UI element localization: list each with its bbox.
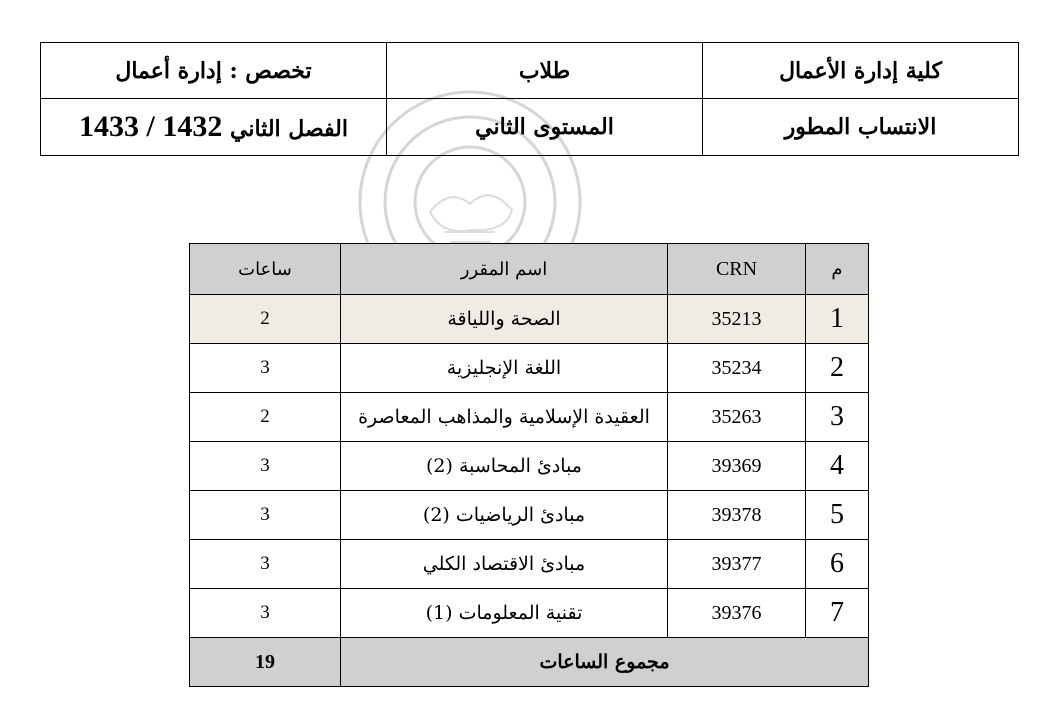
table-row	[190, 491, 869, 540]
row-crn: 35263	[668, 393, 806, 442]
column-header-hours: ساعات	[190, 244, 341, 295]
row-hours: 3	[190, 442, 341, 491]
row-course-name: الصحة واللياقة	[341, 295, 668, 344]
column-header-name: اسم المقرر	[341, 244, 668, 295]
row-crn: 35234	[668, 344, 806, 393]
year-separator: /	[146, 110, 155, 143]
table-row	[190, 393, 869, 442]
column-header-crn: CRN	[668, 244, 806, 295]
level-label: المستوى الثاني	[387, 99, 703, 156]
total-row	[190, 638, 869, 687]
row-crn: 39378	[668, 491, 806, 540]
table-row	[190, 295, 869, 344]
row-index: 4	[806, 442, 869, 491]
students-label: طلاب	[387, 43, 703, 99]
table-row	[190, 589, 869, 638]
row-index: 7	[806, 589, 869, 638]
program-name: الانتساب المطور	[703, 99, 1019, 156]
semester-label: الفصل الثاني	[230, 116, 348, 142]
header-table	[40, 42, 1019, 156]
semester-cell	[41, 99, 387, 156]
table-row	[190, 344, 869, 393]
row-index: 3	[806, 393, 869, 442]
row-course-name: تقنية المعلومات (1)	[341, 589, 668, 638]
table-row	[190, 442, 869, 491]
row-hours: 3	[190, 589, 341, 638]
academic-year	[79, 110, 222, 143]
row-hours: 3	[190, 491, 341, 540]
year-end: 1433	[79, 110, 139, 143]
row-course-name: مبادئ الاقتصاد الكلي	[341, 540, 668, 589]
major-label: تخصص : إدارة أعمال	[41, 43, 387, 99]
row-course-name: مبادئ الرياضيات (2)	[341, 491, 668, 540]
row-hours: 3	[190, 540, 341, 589]
row-crn: 39376	[668, 589, 806, 638]
total-label: مجموع الساعات	[341, 638, 869, 687]
column-header-index: م	[806, 244, 869, 295]
row-crn: 35213	[668, 295, 806, 344]
row-hours: 3	[190, 344, 341, 393]
row-hours: 2	[190, 393, 341, 442]
college-name: كلية إدارة الأعمال	[703, 43, 1019, 99]
table-header-row	[190, 244, 869, 295]
row-crn: 39377	[668, 540, 806, 589]
row-index: 6	[806, 540, 869, 589]
row-course-name: العقيدة الإسلامية والمذاهب المعاصرة	[341, 393, 668, 442]
table-row	[190, 540, 869, 589]
row-course-name: مبادئ المحاسبة (2)	[341, 442, 668, 491]
courses-table	[189, 243, 869, 687]
row-index: 2	[806, 344, 869, 393]
row-hours: 2	[190, 295, 341, 344]
row-course-name: اللغة الإنجليزية	[341, 344, 668, 393]
row-index: 1	[806, 295, 869, 344]
row-crn: 39369	[668, 442, 806, 491]
row-index: 5	[806, 491, 869, 540]
year-start: 1432	[162, 110, 223, 143]
total-hours: 19	[190, 638, 341, 687]
